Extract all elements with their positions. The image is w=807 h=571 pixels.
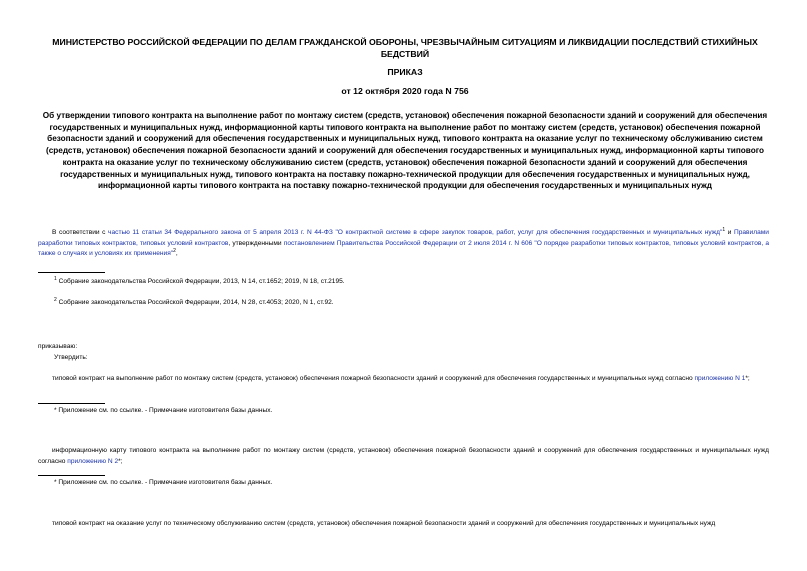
footnote-divider-3 bbox=[38, 475, 105, 476]
footnote-ref-1[interactable]: 1 bbox=[722, 226, 726, 233]
footnote-2 bbox=[54, 298, 754, 308]
order-verb: приказываю: bbox=[38, 343, 78, 350]
item-1-text: типовой контракт на выполнение работ по монтажу систем (средств, установок) обеспечения пожарной безопасности зданий и сооружений для обеспечения государственных и муниципальных нужд согласно bbox=[52, 375, 695, 382]
order-type-heading: ПРИКАЗ bbox=[387, 67, 423, 77]
appendix-1-link[interactable]: приложению N 1 bbox=[694, 375, 746, 382]
footnote-divider-1 bbox=[38, 272, 105, 273]
item-2-text: информационную карту типового контракта на выполнение работ по монтажу систем (средств, установок) обеспечения пожарной безопасности зданий и сооружений для обеспечения государственных и муниципальных нужд согласно bbox=[38, 447, 769, 465]
footnote-1-text: Собрание законодательства Российской Федерации, 2013, N 14, ст.1652; 2019, N 18, ст.2195. bbox=[56, 278, 345, 285]
footnote-2-text: Собрание законодательства Российской Федерации, 2014, N 28, ст.4053; 2020, N 1, ст.92. bbox=[56, 299, 334, 306]
order-date-number: от 12 октября 2020 года N 756 bbox=[341, 86, 469, 96]
footnote-1 bbox=[54, 277, 754, 287]
law-44fz-link[interactable]: частью 11 статьи 34 Федерального закона от 5 апреля 2013 г. N 44-ФЗ "О контрактной системе в сфере закупок товаров, работ, услуг для обеспечения государственных и муниципальных нужд" bbox=[108, 229, 723, 236]
appendix-2-link[interactable]: приложению N 2 bbox=[67, 457, 119, 465]
footnote-1-mark: 1 bbox=[54, 275, 57, 282]
preamble-text-4: , bbox=[175, 250, 178, 257]
db-note-1: * Приложение см. по ссылке. - Примечание изготовителя базы данных. bbox=[54, 407, 273, 414]
footnote-divider-2 bbox=[38, 403, 105, 404]
rules-link[interactable]: Правилами разработки типовых контрактов, типовых условий контрактов bbox=[38, 229, 769, 247]
preamble-text-1: В соответствии с bbox=[52, 229, 109, 236]
item-1-end: *; bbox=[745, 375, 750, 382]
approve-item-3: типовой контракт на оказание услуг по техническому обслуживанию систем (средств, установок) обеспечения пожарной безопасности зданий и сооружений для обеспечения государственных и муниципальных нужд bbox=[52, 520, 716, 527]
approve-item-1 bbox=[38, 374, 769, 385]
ministry-heading: МИНИСТЕРСТВО РОССИЙСКОЙ ФЕДЕРАЦИИ ПО ДЕЛАМ ГРАЖДАНСКОЙ ОБОРОНЫ, ЧРЕЗВЫЧАЙНЫМ СИТУАЦИЯМ И ЛИКВИДАЦИИ ПОСЛЕДСТВИЙ СТИХИЙНЫХ БЕДСТВИЙ bbox=[52, 37, 758, 59]
preamble-text-3: , утвержденными bbox=[228, 239, 284, 247]
item-2-end: *; bbox=[118, 457, 123, 465]
footnote-ref-2[interactable]: 2 bbox=[173, 247, 176, 254]
db-note-2: * Приложение см. по ссылке. - Примечание изготовителя базы данных. bbox=[54, 479, 273, 486]
preamble-text-2: и bbox=[725, 229, 734, 236]
preamble-paragraph bbox=[38, 228, 769, 260]
footnote-2-mark: 2 bbox=[54, 296, 57, 303]
order-subject-title: Об утверждении типового контракта на выполнение работ по монтажу систем (средств, установок) обеспечения пожарной безопасности зданий и сооружений для обеспечения государственных и муниципальных нужд, информационной карты типового контракта на выполнение работ по монтажу систем (средств, установок) обеспечения пожарной безопасности зданий и сооружений для обеспечения государственных и муниципальных нужд, типового контракта на оказание услуг по техническому обслуживанию систем (средств, установок) обеспечения пожарной безопасности зданий и сооружений для обеспечения государственных и муниципальных нужд, информационной карты типового контракта на оказание услуг по техническому обслуживанию систем (средств, установок) обеспечения пожарной безопасности зданий и сооружений для обеспечения государственных и муниципальных нужд, типового контракта на поставку пожарно-технической продукции для обеспечения государственных и муниципальных нужд, информационной карты типового контракта на поставку пожарно-технической продукции для обеспечения государственных и муниципальных нужд bbox=[42, 111, 768, 191]
approve-label: Утвердить: bbox=[54, 354, 88, 361]
approve-item-2 bbox=[38, 446, 769, 467]
resolution-606-link[interactable]: постановлением Правительства Российской Федерации от 2 июля 2014 г. N 606 "О порядке разработки типовых контрактов, типовых условий контрактов, а также о случаях и условиях их применения" bbox=[38, 239, 770, 257]
